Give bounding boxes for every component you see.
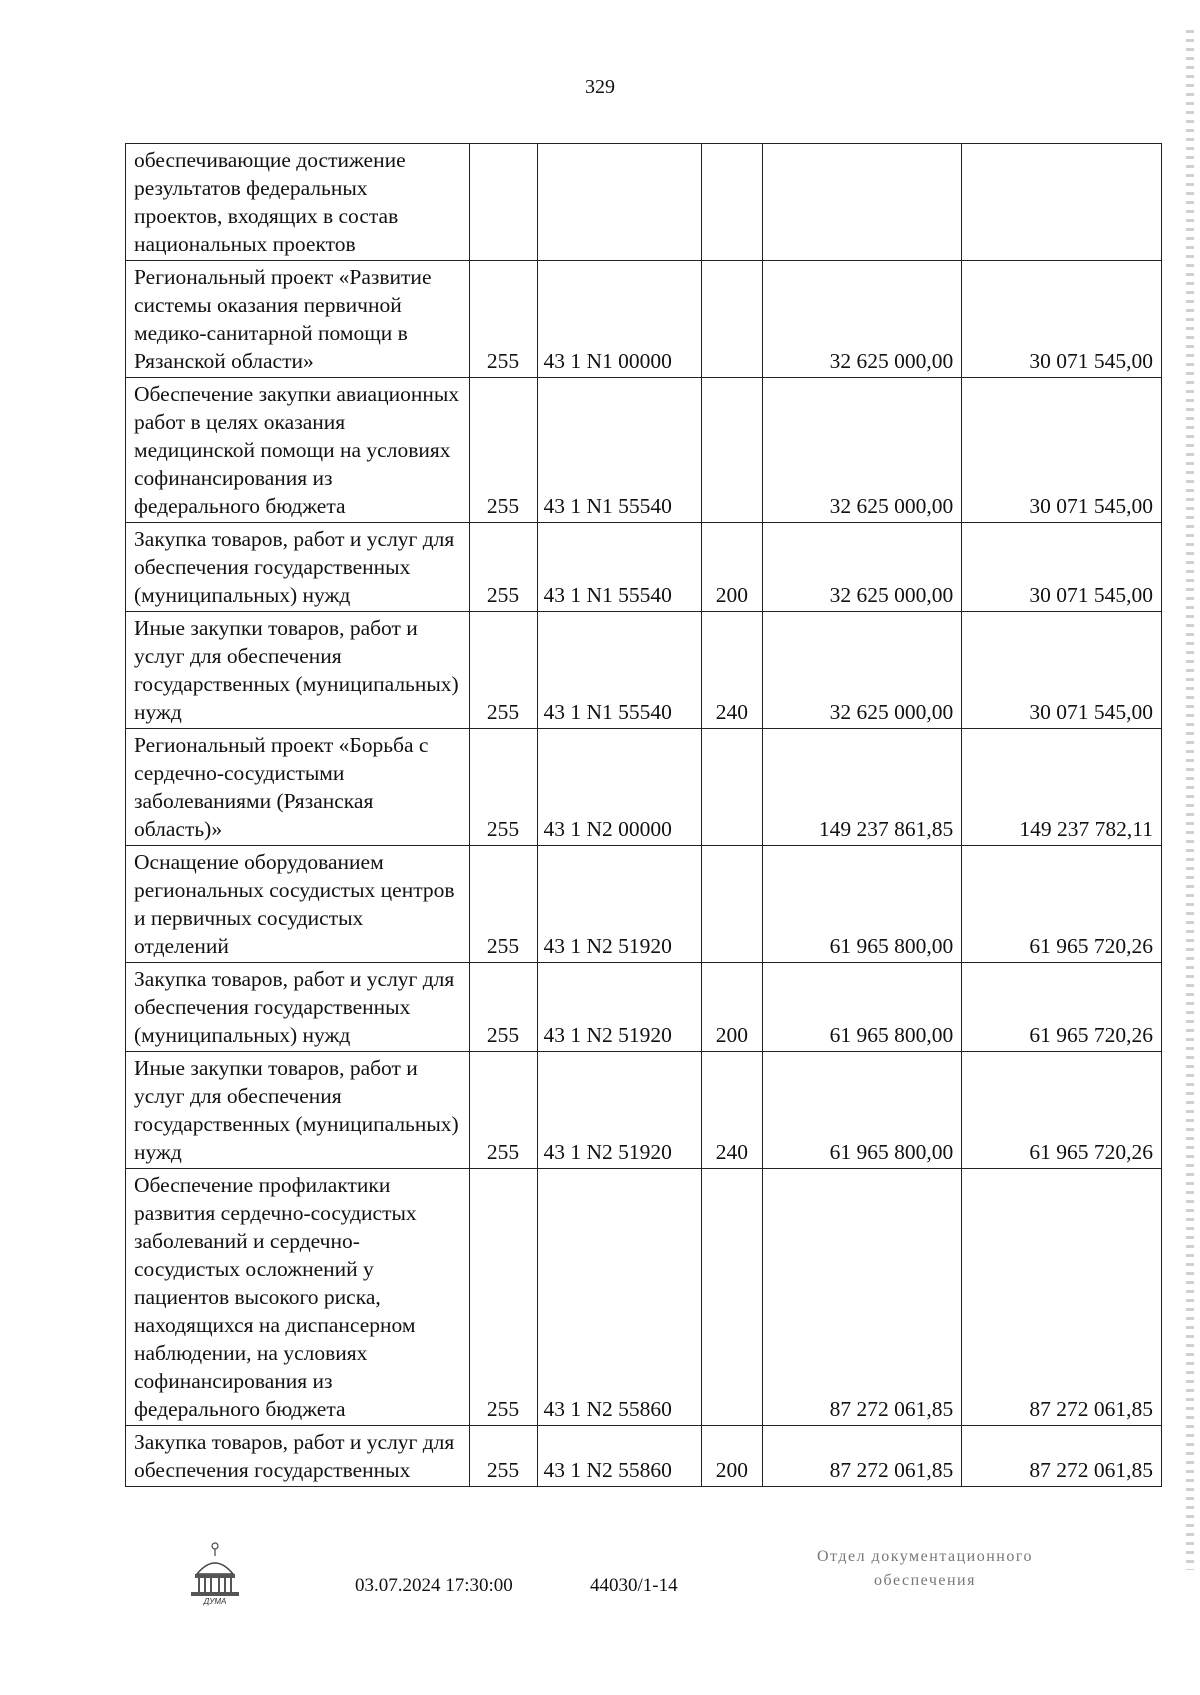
row-name-cell: Закупка товаров, работ и услуг для обеспечения государственных (муниципальных) нужд xyxy=(126,523,470,612)
footer-datetime: 03.07.2024 17:30:00 xyxy=(355,1575,513,1596)
row-name-cell: Региональный проект «Развитие системы оказания первичной медико-санитарной помощи в Рязанской области» xyxy=(126,261,470,378)
ved-code-cell: 255 xyxy=(469,261,537,378)
vr-code-cell: 200 xyxy=(702,1426,762,1487)
actual-amount-cell: 30 071 545,00 xyxy=(962,378,1162,523)
row-name-cell: Закупка товаров, работ и услуг для обеспечения государственных (муниципальных) нужд xyxy=(126,963,470,1052)
table-row xyxy=(126,612,1162,729)
actual-amount-cell: 87 272 061,85 xyxy=(962,1426,1162,1487)
planned-amount-cell: 32 625 000,00 xyxy=(762,378,962,523)
vr-code-cell: 240 xyxy=(702,1052,762,1169)
planned-amount-cell: 61 965 800,00 xyxy=(762,963,962,1052)
ved-code-cell: 255 xyxy=(469,1052,537,1169)
table-row xyxy=(126,846,1162,963)
csr-code-cell: 43 1 N1 00000 xyxy=(537,261,702,378)
actual-amount-cell: 149 237 782,11 xyxy=(962,729,1162,846)
scan-edge-artifact xyxy=(1186,30,1194,1570)
department-stamp xyxy=(775,1545,1075,1593)
planned-amount-cell: 32 625 000,00 xyxy=(762,612,962,729)
ved-code-cell: 255 xyxy=(469,963,537,1052)
table-row xyxy=(126,261,1162,378)
table-row xyxy=(126,378,1162,523)
row-name-cell: Обеспечение закупки авиационных работ в целях оказания медицинской помощи на условиях софинансирования из федерального бюджета xyxy=(126,378,470,523)
ved-code-cell: 255 xyxy=(469,1169,537,1426)
vr-code-cell xyxy=(702,378,762,523)
budget-table xyxy=(125,143,1162,1487)
planned-amount-cell: 149 237 861,85 xyxy=(762,729,962,846)
csr-code-cell: 43 1 N1 55540 xyxy=(537,378,702,523)
stamp-line-1: Отдел документационного xyxy=(816,1548,1034,1565)
table-row xyxy=(126,523,1162,612)
planned-amount-cell: 87 272 061,85 xyxy=(762,1169,962,1426)
vr-code-cell xyxy=(702,261,762,378)
ved-code-cell: 255 xyxy=(469,846,537,963)
planned-amount-cell xyxy=(762,144,962,261)
vr-code-cell xyxy=(702,846,762,963)
actual-amount-cell xyxy=(962,144,1162,261)
actual-amount-cell: 87 272 061,85 xyxy=(962,1169,1162,1426)
planned-amount-cell: 32 625 000,00 xyxy=(762,523,962,612)
stamp-line-2: обеспечения xyxy=(874,1572,976,1589)
vr-code-cell: 240 xyxy=(702,612,762,729)
actual-amount-cell: 30 071 545,00 xyxy=(962,612,1162,729)
actual-amount-cell: 61 965 720,26 xyxy=(962,846,1162,963)
ved-code-cell: 255 xyxy=(469,612,537,729)
ved-code-cell: 255 xyxy=(469,523,537,612)
csr-code-cell: 43 1 N2 55860 xyxy=(537,1426,702,1487)
planned-amount-cell: 87 272 061,85 xyxy=(762,1426,962,1487)
csr-code-cell: 43 1 N1 55540 xyxy=(537,612,702,729)
csr-code-cell xyxy=(537,144,702,261)
table-body xyxy=(126,144,1162,1487)
csr-code-cell: 43 1 N1 55540 xyxy=(537,523,702,612)
ved-code-cell: 255 xyxy=(469,1426,537,1487)
csr-code-cell: 43 1 N2 00000 xyxy=(537,729,702,846)
ved-code-cell: 255 xyxy=(469,729,537,846)
ved-code-cell xyxy=(469,144,537,261)
row-name-cell: Обеспечение профилактики развития сердечно-сосудистых заболеваний и сердечно-сосудистых осложнений у пациентов высокого риска, находящихся на диспансерном наблюдении, на условиях софинансирования из федерального бюджета xyxy=(126,1169,470,1426)
vr-code-cell: 200 xyxy=(702,523,762,612)
table-row xyxy=(126,963,1162,1052)
footer-reg-number: 44030/1-14 xyxy=(590,1575,678,1596)
csr-code-cell: 43 1 N2 51920 xyxy=(537,963,702,1052)
vr-code-cell: 200 xyxy=(702,963,762,1052)
row-name-cell: Закупка товаров, работ и услуг для обеспечения государственных xyxy=(126,1426,470,1487)
planned-amount-cell: 32 625 000,00 xyxy=(762,261,962,378)
vr-code-cell xyxy=(702,729,762,846)
ved-code-cell: 255 xyxy=(469,378,537,523)
table-row xyxy=(126,729,1162,846)
planned-amount-cell: 61 965 800,00 xyxy=(762,846,962,963)
row-name-cell: Иные закупки товаров, работ и услуг для обеспечения государственных (муниципальных) нужд xyxy=(126,1052,470,1169)
vr-code-cell xyxy=(702,1169,762,1426)
table-row xyxy=(126,144,1162,261)
row-name-cell: Иные закупки товаров, работ и услуг для обеспечения государственных (муниципальных) нужд xyxy=(126,612,470,729)
actual-amount-cell: 61 965 720,26 xyxy=(962,1052,1162,1169)
csr-code-cell: 43 1 N2 51920 xyxy=(537,846,702,963)
row-name-cell: Региональный проект «Борьба с сердечно-сосудистыми заболеваниями (Рязанская область)» xyxy=(126,729,470,846)
table-row xyxy=(126,1426,1162,1487)
actual-amount-cell: 30 071 545,00 xyxy=(962,261,1162,378)
planned-amount-cell: 61 965 800,00 xyxy=(762,1052,962,1169)
csr-code-cell: 43 1 N2 51920 xyxy=(537,1052,702,1169)
page-number: 329 xyxy=(585,76,615,98)
row-name-cell: обеспечивающие достижение результатов федеральных проектов, входящих в состав национальных проектов xyxy=(126,144,470,261)
actual-amount-cell: 61 965 720,26 xyxy=(962,963,1162,1052)
svg-text:ДУМА: ДУМА xyxy=(203,1597,227,1606)
table-row xyxy=(126,1169,1162,1426)
actual-amount-cell: 30 071 545,00 xyxy=(962,523,1162,612)
csr-code-cell: 43 1 N2 55860 xyxy=(537,1169,702,1426)
table-row xyxy=(126,1052,1162,1169)
row-name-cell: Оснащение оборудованием региональных сосудистых центров и первичных сосудистых отделений xyxy=(126,846,470,963)
duma-logo-icon xyxy=(185,1540,245,1606)
vr-code-cell xyxy=(702,144,762,261)
